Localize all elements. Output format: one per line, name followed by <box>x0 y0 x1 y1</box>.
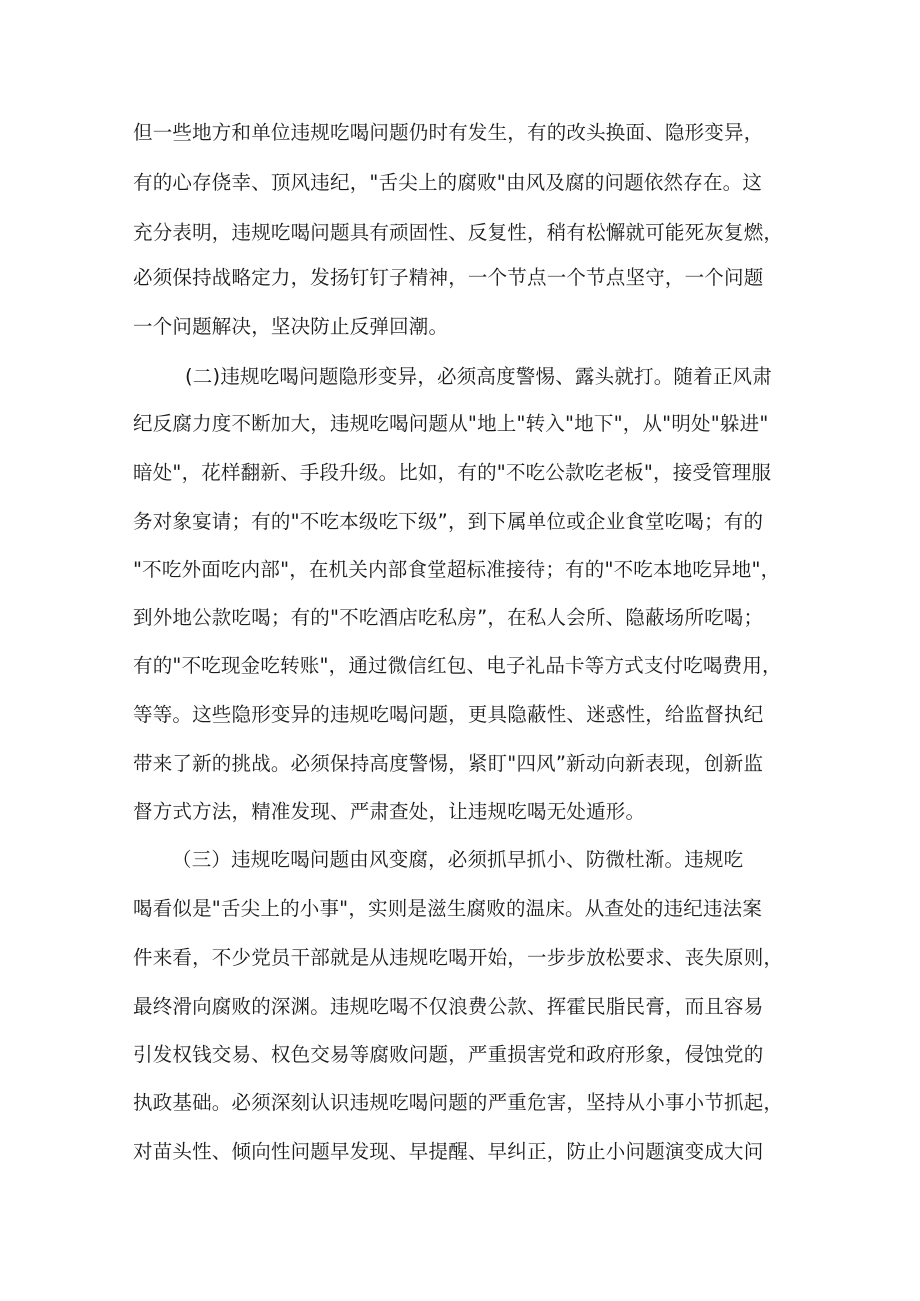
text-line: 纪反腐力度不断加大，违规吃喝问题从"地上"转入"地下"，从"明处"躲进" <box>133 412 769 435</box>
text-line: 一个问题解决，坚决防止反弹回潮。 <box>133 315 449 338</box>
text-line: 暗处"，花样翻新、手段升级。比如，有的"不吃公款吃老板"，接受管理服 <box>133 461 772 484</box>
text-line: 等等。这些隐形变异的违规吃喝问题，更具隐蔽性、迷惑性，给监督执纪 <box>133 703 764 726</box>
text-line: 件来看，不少党员干部就是从违规吃喝开始，一步步放松要求、丧失原则， <box>133 946 784 969</box>
text-line: 到外地公款吃喝；有的"不吃酒店吃私房”，在私人会所、隐蔽场所吃喝； <box>133 606 764 629</box>
text-line: 督方式方法，精准发现、严肃查处，让违规吃喝无处遁形。 <box>133 800 646 823</box>
text-line: 但一些地方和单位违规吃喝问题仍时有发生，有的改头换面、隐形变异， <box>133 121 764 144</box>
text-line: 执政基础。必须深刻认识违规吃喝问题的严重危害，坚持从小事小节抓起， <box>133 1091 784 1114</box>
text-line: 有的"不吃现金吃转账"，通过微信红包、电子礼品卡等方式支付吃喝费用， <box>133 654 782 677</box>
text-line: 对苗头性、倾向性问题早发现、早提醒、早纠正，防止小问题演变成大问 <box>133 1140 764 1163</box>
section-heading-2: (二)违规吃喝问题隐形变异，必须高度警惕、露头就打。随着正风肃 <box>185 365 772 388</box>
text-line: 喝看似是"舌尖上的小事"，实则是滋生腐败的温床。从查处的违纪违法案 <box>133 897 763 920</box>
text-line: 必须保持战略定力，发扬钉钉子精神，一个节点一个节点坚守，一个问题 <box>133 266 764 289</box>
text-line: 有的心存侥幸、顶风违纪，"舌尖上的腐败"由风及腐的问题依然存在。这 <box>133 171 763 194</box>
text-line: 引发权钱交易、权色交易等腐败问题，严重损害党和政府形象，侵蚀党的 <box>133 1043 764 1066</box>
text-line: "不吃外面吃内部"，在机关内部食堂超标准接待；有的"不吃本地吃异地"， <box>133 558 781 581</box>
section-heading-3: （三）违规吃喝问题由风变腐，必须抓早抓小、防微杜渐。违规吃 <box>172 848 744 871</box>
text-line: 务对象宴请；有的"不吃本级吃下级”，到下属单位或企业食堂吃喝；有的 <box>133 510 764 533</box>
text-line: 最终滑向腐败的深渊。违规吃喝不仅浪费公款、挥霍民脂民膏，而且容易 <box>133 995 764 1018</box>
text-line: 带来了新的挑战。必须保持高度警惕，紧盯"四风”新动向新表现，创新监 <box>133 752 764 775</box>
text-line: 充分表明，违规吃喝问题具有顽固性、反复性，稍有松懈就可能死灰复燃， <box>133 221 784 244</box>
